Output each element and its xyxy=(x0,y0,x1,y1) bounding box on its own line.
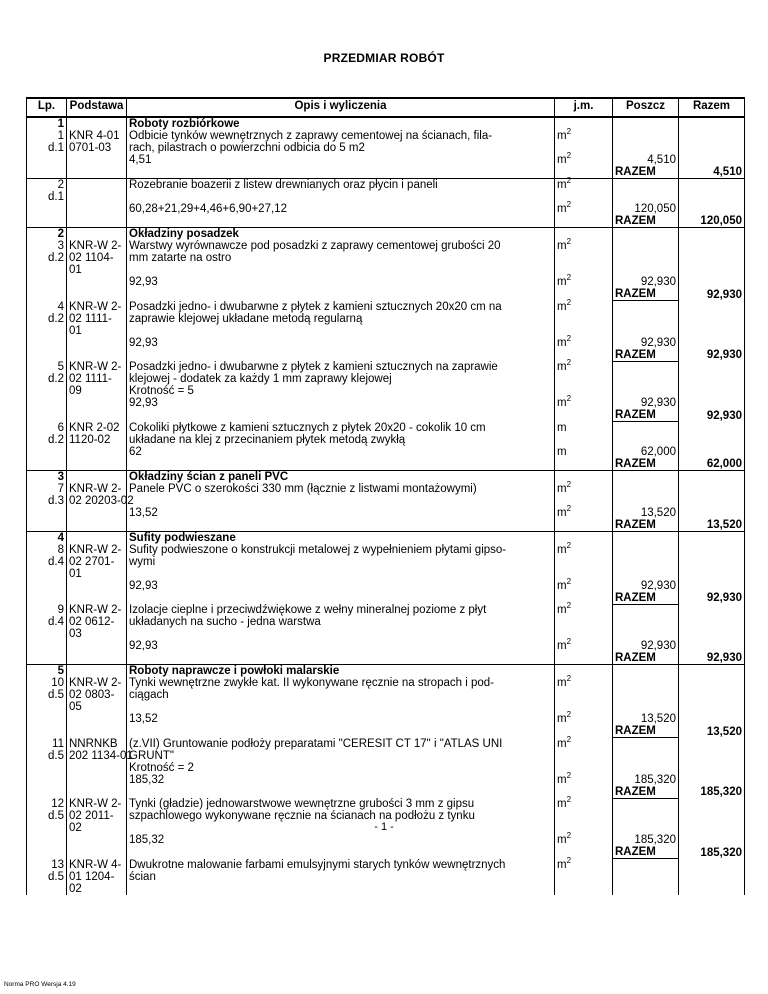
item-jm: $m^2$ xyxy=(555,859,613,895)
section-number: 3 xyxy=(27,470,67,483)
section-name: Roboty naprawcze i powłoki malarskie xyxy=(127,665,555,678)
table-row xyxy=(27,179,745,204)
table-row xyxy=(27,859,745,895)
item-podstawa: NNRNKB 202 1134-01 xyxy=(67,738,127,774)
item-calc: 185,32 xyxy=(127,834,555,846)
item-calc: 62 xyxy=(127,446,555,458)
item-poszcz: 62,000 xyxy=(613,446,679,458)
item-razem: 120,050 xyxy=(679,215,745,228)
item-podstawa: KNR 4-01 0701-03 xyxy=(67,130,127,154)
razem-label: RAZEM xyxy=(613,288,679,301)
section-row xyxy=(27,470,745,483)
item-razem: 92,930 xyxy=(679,288,745,301)
item-calc-jm: $m^2$ xyxy=(555,580,613,592)
item-lp: 10 d.5 xyxy=(27,677,67,713)
calc-row xyxy=(27,640,745,652)
item-calc-jm: $m^2$ xyxy=(555,154,613,166)
razem-row xyxy=(27,166,745,179)
table-header xyxy=(27,98,745,117)
header-poszcz: Poszcz xyxy=(613,98,679,117)
page-number: - 1 - xyxy=(374,821,394,833)
item-podstawa: KNR-W 2- 02 1111-01 xyxy=(67,301,127,337)
item-calc-jm: $m^2$ xyxy=(555,713,613,725)
razem-label: RAZEM xyxy=(613,349,679,362)
item-lp: 7 d.3 xyxy=(27,483,67,507)
calc-row xyxy=(27,154,745,166)
header-jm: j.m. xyxy=(555,98,613,117)
section-name: Okładziny ścian z paneli PVC xyxy=(127,470,555,483)
item-razem: 92,930 xyxy=(679,652,745,665)
item-calc-jm: $m^2$ xyxy=(555,834,613,846)
item-podstawa xyxy=(67,179,127,204)
item-jm: $m^2$ xyxy=(555,798,613,834)
document-title: PRZEDMIAR ROBÓT xyxy=(323,51,445,65)
item-lp: 1 d.1 xyxy=(27,130,67,154)
item-lp: 2 d.1 xyxy=(27,179,67,204)
header-podstawa: Podstawa xyxy=(67,98,127,117)
item-opis: Posadzki jedno- i dwubarwne z płytek z kamieni sztucznych 20x20 cm na zaprawie klejowej układane metodą regularną xyxy=(127,301,555,337)
item-poszcz: 92,930 xyxy=(613,640,679,652)
item-opis: Rozebranie boazerii z listew drewnianych oraz płycin i paneli xyxy=(127,179,555,204)
item-lp: 4 d.2 xyxy=(27,301,67,337)
razem-row xyxy=(27,846,745,859)
table-row xyxy=(27,483,745,507)
item-jm: $m^2$ xyxy=(555,361,613,397)
table-row xyxy=(27,240,745,276)
item-poszcz: 13,520 xyxy=(613,507,679,519)
item-poszcz: 92,930 xyxy=(613,337,679,349)
item-opis: Panele PVC o szerokości 330 mm (łącznie z listwami montażowymi) xyxy=(127,483,555,507)
item-lp: 3 d.2 xyxy=(27,240,67,276)
razem-row xyxy=(27,786,745,799)
item-razem: 4,510 xyxy=(679,166,745,179)
item-calc: 185,32 xyxy=(127,774,555,786)
item-calc: 13,52 xyxy=(127,507,555,519)
razem-row xyxy=(27,725,745,738)
razem-label: RAZEM xyxy=(613,652,679,665)
item-calc: 92,93 xyxy=(127,276,555,288)
item-opis: Warstwy wyrównawcze pod posadzki z zaprawy cementowej grubości 20 mm zatarte na ostro xyxy=(127,240,555,276)
item-razem: 13,520 xyxy=(679,519,745,532)
section-number: 4 xyxy=(27,531,67,544)
table-row xyxy=(27,422,745,446)
item-calc: 13,52 xyxy=(127,713,555,725)
calc-row xyxy=(27,337,745,349)
item-opis: Sufity podwieszone o konstrukcji metalowej z wypełnieniem płytami gipso- wymi xyxy=(127,544,555,580)
razem-row xyxy=(27,215,745,228)
item-razem: 92,930 xyxy=(679,409,745,422)
item-jm: $m^2$ xyxy=(555,179,613,204)
item-calc-jm: $m^2$ xyxy=(555,640,613,652)
item-jm: $m^2$ xyxy=(555,677,613,713)
calc-row xyxy=(27,507,745,519)
item-calc-jm: $m^2$ xyxy=(555,276,613,288)
table-row xyxy=(27,738,745,774)
razem-label: RAZEM xyxy=(613,458,679,471)
table-row xyxy=(27,361,745,397)
item-razem: 92,930 xyxy=(679,592,745,605)
table-row xyxy=(27,677,745,713)
item-calc-jm: $m^2$ xyxy=(555,507,613,519)
calc-row xyxy=(27,276,745,288)
item-opis: Izolacje cieplne i przeciwdźwiękowe z wełny mineralnej poziome z płyt układanych na sucho - jedna warstwa xyxy=(127,604,555,640)
item-calc: 60,28+21,29+4,46+6,90+27,12 xyxy=(127,203,555,215)
calc-row xyxy=(27,713,745,725)
razem-label: RAZEM xyxy=(613,725,679,738)
item-poszcz: 120,050 xyxy=(613,203,679,215)
razem-row xyxy=(27,652,745,665)
item-razem: 13,520 xyxy=(679,725,745,738)
item-calc: 92,93 xyxy=(127,640,555,652)
header-lp: Lp. xyxy=(27,98,67,117)
item-jm: m xyxy=(555,422,613,446)
table-row xyxy=(27,301,745,337)
item-lp: 12 d.5 xyxy=(27,798,67,834)
item-calc-jm: $m^2$ xyxy=(555,774,613,786)
item-opis: Posadzki jedno- i dwubarwne z płytek z kamieni sztucznych na zaprawie klejowej - dodatek za każdy 1 mm zaprawy klejowej Krotność = 5 xyxy=(127,361,555,397)
item-jm: $m^2$ xyxy=(555,240,613,276)
calc-row xyxy=(27,203,745,215)
section-name: Roboty rozbiórkowe xyxy=(127,117,555,130)
item-lp: 8 d.4 xyxy=(27,544,67,580)
item-lp: 9 d.4 xyxy=(27,604,67,640)
razem-label: RAZEM xyxy=(613,166,679,179)
item-podstawa: KNR-W 2- 02 2701-01 xyxy=(67,544,127,580)
item-calc-jm: $m^2$ xyxy=(555,337,613,349)
item-razem: 185,320 xyxy=(679,846,745,859)
calc-row xyxy=(27,580,745,592)
item-podstawa: KNR-W 2- 02 20203-02 xyxy=(67,483,127,507)
razem-row xyxy=(27,592,745,605)
item-razem: 185,320 xyxy=(679,786,745,799)
item-lp: 11 d.5 xyxy=(27,738,67,774)
item-podstawa: KNR-W 2- 02 0612-03 xyxy=(67,604,127,640)
table-row xyxy=(27,544,745,580)
item-opis: Odbicie tynków wewnętrznych z zaprawy cementowej na ścianach, fila- rach, pilastrach o powierzchni odbicia do 5 m2 xyxy=(127,130,555,154)
item-podstawa: KNR-W 2- 02 1111-09 xyxy=(67,361,127,397)
item-jm: $m^2$ xyxy=(555,483,613,507)
item-podstawa: KNR-W 2- 02 0803-05 xyxy=(67,677,127,713)
item-podstawa: KNR 2-02 1120-02 xyxy=(67,422,127,446)
item-poszcz: 185,320 xyxy=(613,774,679,786)
razem-label: RAZEM xyxy=(613,846,679,859)
item-calc-jm: $m^2$ xyxy=(555,203,613,215)
razem-label: RAZEM xyxy=(613,215,679,228)
razem-row xyxy=(27,288,745,301)
item-calc: 4,51 xyxy=(127,154,555,166)
razem-row xyxy=(27,349,745,362)
section-number: 5 xyxy=(27,665,67,678)
calc-row xyxy=(27,834,745,846)
item-jm: $m^2$ xyxy=(555,301,613,337)
item-poszcz: 185,320 xyxy=(613,834,679,846)
item-jm: $m^2$ xyxy=(555,738,613,774)
item-poszcz: 13,520 xyxy=(613,713,679,725)
section-row xyxy=(27,117,745,130)
item-lp: 6 d.2 xyxy=(27,422,67,446)
razem-label: RAZEM xyxy=(613,592,679,605)
item-razem: 92,930 xyxy=(679,349,745,362)
calc-row xyxy=(27,774,745,786)
item-lp: 5 d.2 xyxy=(27,361,67,397)
section-row xyxy=(27,665,745,678)
item-opis: Dwukrotne malowanie farbami emulsyjnymi starych tynków wewnętrznych ścian xyxy=(127,859,555,895)
razem-label: RAZEM xyxy=(613,409,679,422)
razem-label: RAZEM xyxy=(613,519,679,532)
section-number: 1 xyxy=(27,117,67,130)
item-opis: Tynki wewnętrzne zwykłe kat. II wykonywane ręcznie na stropach i pod- ciągach xyxy=(127,677,555,713)
section-number: 2 xyxy=(27,228,67,241)
calc-row xyxy=(27,397,745,409)
razem-row xyxy=(27,458,745,471)
header-razem: Razem xyxy=(679,98,745,117)
section-name: Okładziny posadzek xyxy=(127,228,555,241)
item-calc: 92,93 xyxy=(127,397,555,409)
item-opis: (z.VII) Gruntowanie podłoży preparatami "CERESIT CT 17" i "ATLAS UNI GRUNT" Krotność = 2 xyxy=(127,738,555,774)
item-calc: 92,93 xyxy=(127,337,555,349)
item-podstawa: KNR-W 2- 02 2011-02 xyxy=(67,798,127,834)
item-opis: Cokoliki płytkowe z kamieni sztucznych z płytek 20x20 - cokolik 10 cm układane na klej z przecinaniem płytek metodą zwykłą xyxy=(127,422,555,446)
przedmiar-table xyxy=(26,97,745,895)
section-row xyxy=(27,531,745,544)
razem-row xyxy=(27,519,745,532)
section-row xyxy=(27,228,745,241)
item-razem: 62,000 xyxy=(679,458,745,471)
section-name: Sufity podwieszane xyxy=(127,531,555,544)
item-jm: $m^2$ xyxy=(555,544,613,580)
table-row xyxy=(27,604,745,640)
item-opis: Tynki (gładzie) jednowarstwowe wewnętrzne grubości 3 mm z gipsu szpachlowego wykonywane ręcznie na ścianach na podłożu z tynku xyxy=(127,798,555,834)
table-row xyxy=(27,130,745,154)
calc-row xyxy=(27,446,745,458)
item-calc: 92,93 xyxy=(127,580,555,592)
header-opis: Opis i wyliczenia xyxy=(127,98,555,117)
software-footer: Norma PRO Wersja 4.19 xyxy=(4,981,76,988)
item-podstawa: KNR-W 2- 02 1104-01 xyxy=(67,240,127,276)
razem-label: RAZEM xyxy=(613,786,679,799)
razem-row xyxy=(27,409,745,422)
item-jm: $m^2$ xyxy=(555,130,613,154)
item-poszcz: 92,930 xyxy=(613,276,679,288)
item-calc-jm: m xyxy=(555,446,613,458)
item-poszcz: 92,930 xyxy=(613,580,679,592)
item-podstawa: KNR-W 4- 01 1204-02 xyxy=(67,859,127,895)
item-poszcz: 4,510 xyxy=(613,154,679,166)
item-jm: $m^2$ xyxy=(555,604,613,640)
item-calc-jm: $m^2$ xyxy=(555,397,613,409)
item-poszcz: 92,930 xyxy=(613,397,679,409)
item-lp: 13 d.5 xyxy=(27,859,67,895)
